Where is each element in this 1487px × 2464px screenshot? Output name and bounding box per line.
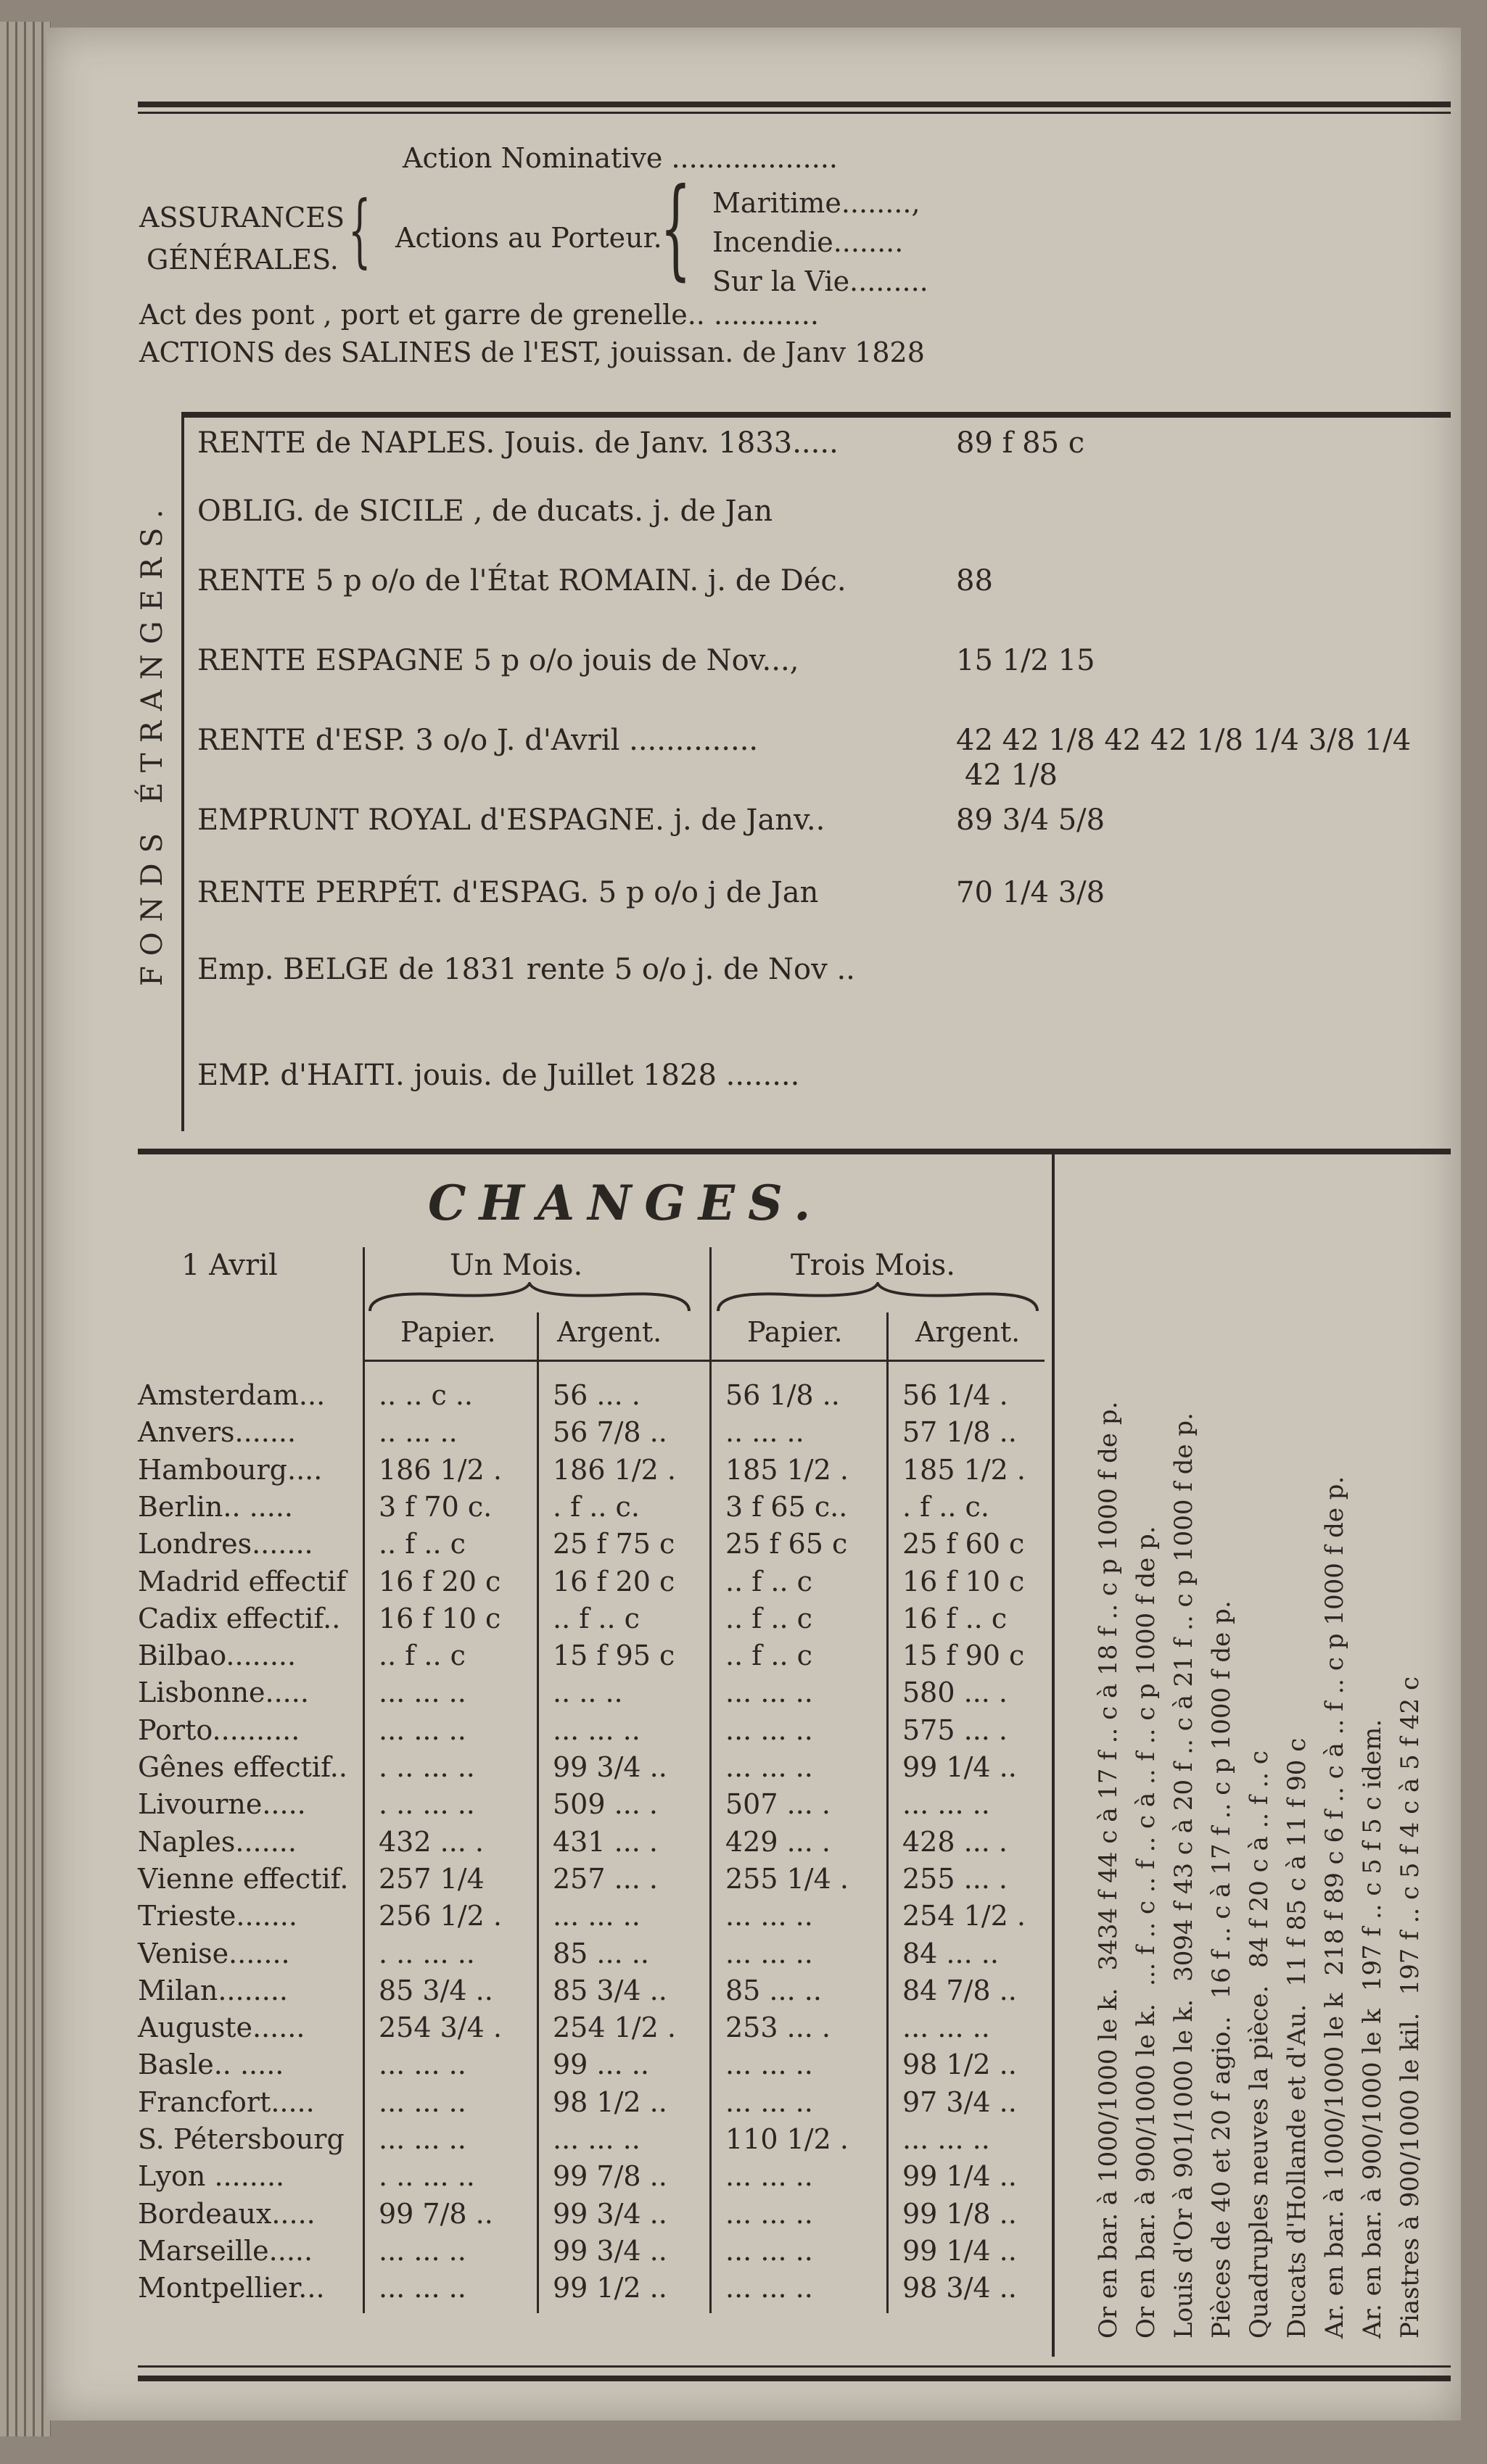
un-mois-papier-cell: ... ... .. <box>379 2048 466 2081</box>
un-mois-papier-cell: 186 1/2 . <box>379 1453 502 1486</box>
un-mois-papier-cell: .. f .. c <box>379 1640 466 1672</box>
city-cell: Berlin.. ..... <box>138 1490 293 1523</box>
trois-mois-papier-cell: .. ... .. <box>725 1416 804 1449</box>
city-cell: Hambourg.... <box>138 1453 323 1486</box>
trois-mois-papier-cell: .. f .. c <box>725 1602 812 1634</box>
trois-mois-argent-cell: 98 3/4 .. <box>902 2272 1017 2304</box>
un-mois-papier-cell: 99 7/8 .. <box>379 2197 493 2230</box>
fonds-row-name: RENTE 5 p o/o de l'État ROMAIN. j. de Déc. <box>197 564 847 598</box>
un-mois-papier-cell: 3 f 70 c. <box>379 1490 493 1523</box>
un-mois-papier-cell: ... ... .. <box>379 1677 466 1709</box>
trois-mois-papier-cell: .. f .. c <box>725 1640 812 1672</box>
metal-label: Quadruples neuves la pièce. <box>1245 1985 1274 2339</box>
changes-date: 1 Avril <box>181 1249 278 1282</box>
un-mois-papier-cell: ... ... .. <box>379 2234 466 2267</box>
trois-mois-papier-cell: 85 ... .. <box>725 1974 822 2006</box>
city-cell: Auguste...... <box>138 2012 305 2044</box>
un-mois-papier-cell: 432 ... . <box>379 1825 485 1858</box>
un-mois-argent-cell: 98 1/2 .. <box>553 2085 667 2118</box>
un-mois-argent-cell: 15 f 95 c <box>553 1640 675 1672</box>
city-cell: S. Pétersbourg <box>138 2123 345 2155</box>
trois-mois-papier-cell: 255 1/4 . <box>725 1862 849 1895</box>
trois-mois-argent-cell: 98 1/2 .. <box>902 2048 1017 2081</box>
fonds-row-name: RENTE ESPAGNE 5 p o/o jouis de Nov..., <box>197 644 799 677</box>
un-mois-papier-cell: 257 1/4 <box>379 1862 485 1895</box>
fonds-row-value: 15 1/2 15 <box>956 644 1095 677</box>
city-cell: Lisbonne..... <box>138 1677 309 1709</box>
un-mois-argent-cell: 186 1/2 . <box>553 1453 676 1486</box>
fonds-row-name: RENTE d'ESP. 3 o/o J. d'Avril .............. <box>197 724 759 757</box>
subheader-rule <box>363 1360 1045 1362</box>
metal-label: Or en bar. à 900/1000 le k. <box>1132 2004 1161 2339</box>
metal-value: ... f .. c .. f .. c à .. f .. c p 1000 f de p. <box>1132 1526 1161 1987</box>
trois-mois-argent-cell: 97 3/4 .. <box>902 2085 1017 2118</box>
trois-mois-papier-cell: ... ... .. <box>725 2234 813 2267</box>
trois-mois-papier-cell: .. f .. c <box>725 1565 812 1597</box>
maritime: Maritime........, <box>712 187 920 219</box>
un-mois-argent-cell: 99 3/4 .. <box>553 2197 667 2230</box>
metal-column <box>1358 1719 1387 2339</box>
un-mois-papier-cell: ... ... .. <box>379 2085 466 2118</box>
metal-label: Pièces de 40 et 20 f agio.. <box>1207 2016 1236 2339</box>
trois-mois-papier-cell: 110 1/2 . <box>725 2123 849 2155</box>
metal-column <box>1132 1526 1161 2339</box>
papier-header-2: Papier. <box>747 1316 843 1348</box>
un-mois-papier-cell: ... ... .. <box>379 2123 466 2155</box>
un-mois-argent-cell: 257 ... . <box>553 1862 659 1895</box>
fonds-row-name: EMP. d'HAITI. jouis. de Juillet 1828 ........ <box>197 1059 800 1092</box>
city-cell: Francfort..... <box>138 2085 315 2118</box>
city-cell: Anvers....... <box>138 1416 297 1449</box>
trois-mois-argent-cell: ... ... .. <box>902 1788 990 1821</box>
trois-mois-papier-cell: ... ... .. <box>725 1937 813 1969</box>
city-cell: Venise....... <box>138 1937 290 1969</box>
col-line-1 <box>363 1247 365 2313</box>
metal-label: Or en bar. à 1000/1000 le k. <box>1094 1988 1123 2339</box>
metal-label: Louis d'Or à 901/1000 le k. <box>1169 1998 1198 2339</box>
fonds-row-value: 88 <box>956 564 993 598</box>
generales-label: GÉNÉRALES. <box>147 244 339 276</box>
metal-column <box>1094 1402 1123 2339</box>
city-cell: Bordeaux..... <box>138 2197 316 2230</box>
bottom-rule-thin <box>138 2365 1451 2368</box>
trois-mois-papier-cell: ... ... .. <box>725 2197 813 2230</box>
papier-header-1: Papier. <box>400 1316 496 1348</box>
un-mois-argent-cell: 431 ... . <box>553 1825 659 1858</box>
un-mois-papier-cell: 256 1/2 . <box>379 1900 502 1932</box>
metal-column <box>1245 1750 1274 2339</box>
metal-label: Piastres à 900/1000 le kil. <box>1396 2012 1425 2339</box>
city-cell: Londres....... <box>138 1528 313 1560</box>
trois-mois-argent-cell: 580 ... . <box>902 1677 1008 1709</box>
trois-mois-header: Trois Mois. <box>791 1249 955 1282</box>
trois-mois-papier-cell: 185 1/2 . <box>725 1453 849 1486</box>
trois-mois-papier-cell: ... ... .. <box>725 1677 813 1709</box>
trois-mois-argent-cell: 16 f .. c <box>902 1602 1008 1634</box>
top-rule <box>138 102 1451 107</box>
un-mois-papier-cell: . .. ... .. <box>379 1788 475 1821</box>
metal-value: 3094 f 43 c à 20 f .. c à 21 f .. c p 1000 f de p. <box>1169 1413 1198 1982</box>
un-mois-argent-cell: 56 ... . <box>553 1379 640 1411</box>
metal-column <box>1396 1677 1425 2339</box>
metal-value: 16 f .. c à 17 f .. c p 1000 f de p. <box>1207 1600 1236 1999</box>
trois-mois-argent-cell: 255 ... . <box>902 1862 1008 1895</box>
metal-value: 218 f 89 c 6 f .. c à .. f .. c p 1000 f de p. <box>1320 1476 1349 1976</box>
trois-mois-papier-cell: ... ... .. <box>725 1713 813 1746</box>
trois-mois-papier-cell: ... ... .. <box>725 2085 813 2118</box>
trois-mois-argent-cell: 84 ... .. <box>902 1937 999 1969</box>
un-mois-argent-cell: 99 7/8 .. <box>553 2160 667 2193</box>
trois-mois-argent-cell: 185 1/2 . <box>902 1453 1026 1486</box>
trois-mois-argent-cell: 56 1/4 . <box>902 1379 1008 1411</box>
metal-label: Ar. en bar. à 1000/1000 le k <box>1320 1993 1349 2339</box>
un-mois-papier-cell: 85 3/4 .. <box>379 1974 493 2006</box>
trois-mois-papier-cell: 253 ... . <box>725 2012 831 2044</box>
metal-value: 197 f .. c 5 f 4 c à 5 f 42 c <box>1396 1676 1425 1996</box>
un-mois-papier-cell: .. ... .. <box>379 1416 458 1449</box>
un-mois-argent-cell: 99 3/4 .. <box>553 2234 667 2267</box>
trois-mois-papier-cell: ... ... .. <box>725 2272 813 2304</box>
argent-header-2: Argent. <box>915 1316 1021 1348</box>
fonds-left-rule <box>181 412 184 1131</box>
fonds-etrangers-label <box>136 979 169 986</box>
incendie: Incendie........ <box>712 226 904 258</box>
un-mois-argent-cell: .. f .. c <box>553 1602 640 1634</box>
trois-mois-papier-cell: ... ... .. <box>725 1751 813 1783</box>
city-cell: Marseille..... <box>138 2234 313 2267</box>
un-mois-argent-cell: 99 1/2 .. <box>553 2272 667 2304</box>
city-cell: Trieste....... <box>138 1900 297 1932</box>
trois-mois-argent-cell: ... ... .. <box>902 2123 990 2155</box>
pont-port-row: Act des pont , port et garre de grenelle.. ............ <box>139 299 819 331</box>
un-mois-papier-cell: 16 f 10 c <box>379 1602 501 1634</box>
fonds-row-value: 70 1/4 3/8 <box>956 876 1105 909</box>
changes-top-rule <box>138 1149 1451 1154</box>
trois-mois-argent-cell: 84 7/8 .. <box>902 1974 1017 2006</box>
city-cell: Amsterdam... <box>138 1379 326 1411</box>
top-rule-thin <box>138 112 1451 114</box>
un-mois-papier-cell: ... ... .. <box>379 1713 466 1746</box>
book-page-edges <box>0 22 51 2436</box>
trois-mois-papier-cell: ... ... .. <box>725 1900 813 1932</box>
un-mois-argent-cell: 254 1/2 . <box>553 2012 676 2044</box>
trois-mois-papier-cell: 25 f 65 c <box>725 1528 848 1560</box>
trois-mois-argent-cell: 15 f 90 c <box>902 1640 1025 1672</box>
un-mois-argent-cell: 85 3/4 .. <box>553 1974 667 2006</box>
un-mois-argent-cell: 85 ... .. <box>553 1937 649 1969</box>
trois-mois-papier-cell: 507 ... . <box>725 1788 831 1821</box>
trois-mois-argent-cell: 25 f 60 c <box>902 1528 1025 1560</box>
bottom-rule <box>138 2376 1451 2381</box>
col-line-2 <box>537 1312 539 2313</box>
fonds-row-value: 89 3/4 5/8 <box>956 803 1105 837</box>
brace-right: { <box>660 165 691 292</box>
un-mois-papier-cell: .. .. c .. <box>379 1379 473 1411</box>
un-mois-papier-cell: . .. ... .. <box>379 1937 475 1969</box>
trois-mois-argent-cell: 99 1/4 .. <box>902 2160 1017 2193</box>
trois-mois-papier-cell: 56 1/8 .. <box>725 1379 840 1411</box>
brace-left: { <box>348 183 371 276</box>
un-mois-argent-cell: 99 ... .. <box>553 2048 649 2081</box>
trois-mois-argent-cell: 99 1/8 .. <box>902 2197 1017 2230</box>
city-cell: Bilbao........ <box>138 1640 297 1672</box>
metal-value: 197 f .. c 5 f 5 c idem. <box>1358 1719 1387 1992</box>
header-braces <box>363 1282 1045 1318</box>
city-cell: Livourne..... <box>138 1788 306 1821</box>
fonds-row-name: RENTE PERPÉT. d'ESPAG. 5 p o/o j de Jan <box>197 876 819 909</box>
metal-column <box>1169 1413 1198 2339</box>
trois-mois-argent-cell: 575 ... . <box>902 1713 1008 1746</box>
trois-mois-argent-cell: ... ... .. <box>902 2012 990 2044</box>
fonds-row-value-cont: 42 1/8 <box>965 758 1058 792</box>
sur-la-vie: Sur la Vie......... <box>712 265 928 297</box>
fonds-row-name: EMPRUNT ROYAL d'ESPAGNE. j. de Janv.. <box>197 803 825 837</box>
un-mois-header: Un Mois. <box>450 1249 583 1282</box>
un-mois-argent-cell: ... ... .. <box>553 1713 640 1746</box>
actions-porteur: Actions au Porteur. <box>395 222 662 254</box>
fonds-row-value: 89 f 85 c <box>956 426 1085 460</box>
trois-mois-argent-cell: 16 f 10 c <box>902 1565 1025 1597</box>
metal-label: Ducats d'Hollande et d'Au. <box>1282 2004 1311 2339</box>
action-nominative: Action Nominative ................... <box>403 142 838 174</box>
city-cell: Lyon ........ <box>138 2160 285 2193</box>
fonds-row-name: Emp. BELGE de 1831 rente 5 o/o j. de Nov .. <box>197 953 855 986</box>
metal-value: 11 f 85 c à 11 f 90 c <box>1282 1737 1311 1987</box>
metal-column <box>1320 1476 1349 2339</box>
metal-label: Ar. en bar. à 900/1000 le k <box>1358 2009 1387 2339</box>
trois-mois-argent-cell: 428 ... . <box>902 1825 1008 1858</box>
salines-row: ACTIONS des SALINES de l'EST, jouissan. de Janv 1828 <box>139 336 925 368</box>
city-cell: Cadix effectif.. <box>138 1602 341 1634</box>
changes-title: CHANGES. <box>428 1175 824 1231</box>
metal-value: 84 f 20 c à .. f .. c <box>1245 1750 1274 1968</box>
city-cell: Vienne effectif. <box>138 1862 349 1895</box>
city-cell: Montpellier... <box>138 2272 325 2304</box>
trois-mois-papier-cell: ... ... .. <box>725 2048 813 2081</box>
changes-right-divider <box>1052 1153 1055 2357</box>
fonds-row-name: OBLIG. de SICILE , de ducats. j. de Jan <box>197 495 773 528</box>
un-mois-papier-cell: 16 f 20 c <box>379 1565 501 1597</box>
argent-header-1: Argent. <box>557 1316 662 1348</box>
un-mois-argent-cell: 25 f 75 c <box>553 1528 675 1560</box>
fonds-top-rule <box>181 412 1451 418</box>
fonds-row-name: RENTE de NAPLES. Jouis. de Janv. 1833..... <box>197 426 839 460</box>
col-line-4 <box>886 1312 889 2313</box>
un-mois-argent-cell: ... ... .. <box>553 2123 640 2155</box>
trois-mois-argent-cell: . f .. c. <box>902 1490 989 1523</box>
un-mois-argent-cell: . f .. c. <box>553 1490 640 1523</box>
city-cell: Basle.. ..... <box>138 2048 284 2081</box>
un-mois-argent-cell: 16 f 20 c <box>553 1565 675 1597</box>
metal-value: 3434 f 44 c à 17 f .. c à 18 f .. c p 1000 f de p. <box>1094 1401 1123 1971</box>
un-mois-argent-cell: ... ... .. <box>553 1900 640 1932</box>
trois-mois-argent-cell: 99 1/4 .. <box>902 1751 1017 1783</box>
city-cell: Madrid effectif <box>138 1565 347 1597</box>
metal-column <box>1282 1738 1311 2339</box>
un-mois-argent-cell: 56 7/8 .. <box>553 1416 667 1449</box>
city-cell: Naples....... <box>138 1825 297 1858</box>
fonds-row-value: 42 42 1/8 42 42 1/8 1/4 3/8 1/4 <box>956 724 1412 757</box>
metal-column <box>1207 1600 1236 2339</box>
trois-mois-papier-cell: ... ... .. <box>725 2160 813 2193</box>
un-mois-papier-cell: 254 3/4 . <box>379 2012 502 2044</box>
city-cell: Milan........ <box>138 1974 288 2006</box>
un-mois-argent-cell: 509 ... . <box>553 1788 659 1821</box>
col-line-3 <box>709 1247 712 2313</box>
trois-mois-argent-cell: 57 1/8 .. <box>902 1416 1017 1449</box>
city-cell: Porto.......... <box>138 1713 300 1746</box>
assurances-label: ASSURANCES <box>139 202 345 233</box>
un-mois-papier-cell: . .. ... .. <box>379 1751 475 1783</box>
trois-mois-argent-cell: 99 1/4 .. <box>902 2234 1017 2267</box>
un-mois-papier-cell: .. f .. c <box>379 1528 466 1560</box>
un-mois-papier-cell: . .. ... .. <box>379 2160 475 2193</box>
trois-mois-papier-cell: 3 f 65 c.. <box>725 1490 848 1523</box>
un-mois-argent-cell: 99 3/4 .. <box>553 1751 667 1783</box>
un-mois-argent-cell: .. .. .. <box>553 1677 623 1709</box>
city-cell: Gênes effectif.. <box>138 1751 347 1783</box>
trois-mois-argent-cell: 254 1/2 . <box>902 1900 1026 1932</box>
trois-mois-papier-cell: 429 ... . <box>725 1825 831 1858</box>
un-mois-papier-cell: ... ... .. <box>379 2272 466 2304</box>
